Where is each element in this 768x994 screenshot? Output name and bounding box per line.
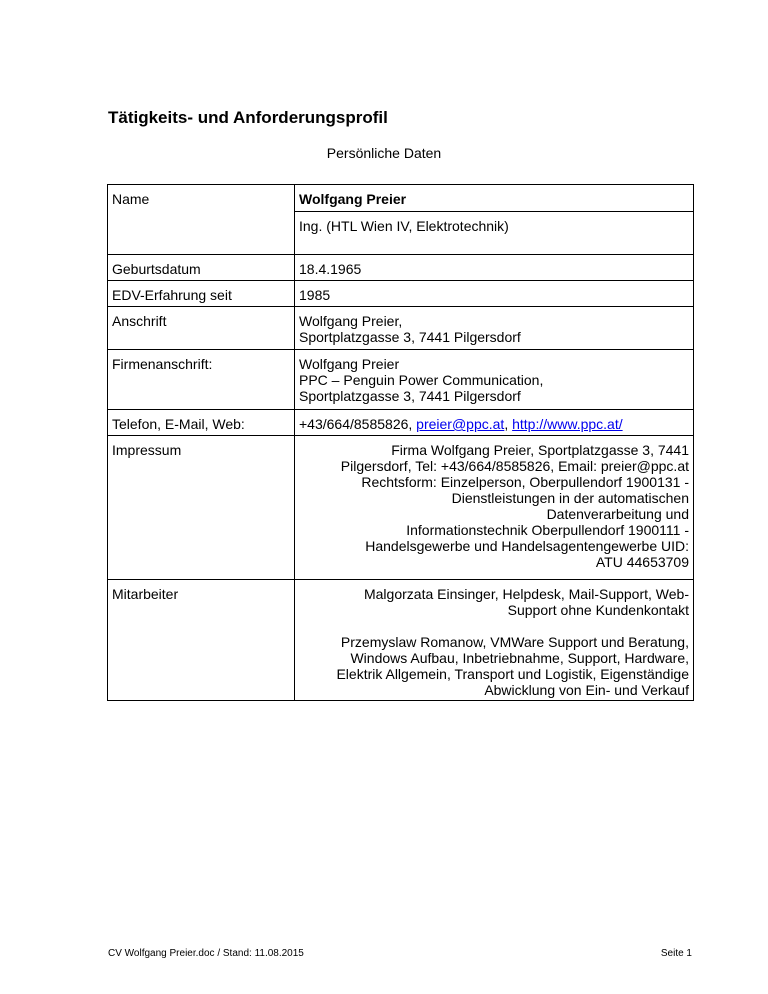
contact-label: Telefon, E-Mail, Web: [108, 410, 295, 436]
birth-label: Geburtsdatum [108, 255, 295, 281]
address-line: Sportplatzgasse 3, 7441 Pilgersdorf [299, 329, 521, 345]
staff-line: Malgorzata Einsinger, Helpdesk, Mail-Support, Web- [363, 586, 689, 602]
contact-phone: +43/664/8585826, [299, 416, 413, 432]
table-row-name [108, 185, 694, 212]
table-row-address [108, 307, 694, 350]
table-row-contact [108, 410, 694, 436]
staff-line: Elektrik Allgemein, Transport und Logistik, Eigenständige [336, 666, 689, 682]
page-title: Tätigkeits- und Anforderungsprofil [108, 108, 388, 127]
footer-page-number: Seite 1 [660, 948, 692, 959]
company-line: Wolfgang Preier [299, 356, 400, 372]
impressum-line: ATU 44653709 [595, 554, 689, 570]
personal-data-table [107, 184, 694, 701]
table-row-birth [108, 255, 694, 281]
staff-line: Windows Aufbau, Inbetriebnahme, Support, Hardware, [350, 650, 689, 666]
company-line: PPC – Penguin Power Communication, [299, 372, 544, 388]
address-value [295, 307, 694, 350]
company-line: Sportplatzgasse 3, 7441 Pilgersdorf [299, 388, 521, 404]
company-label: Firmenanschrift: [108, 350, 295, 410]
birth-value: 18.4.1965 [295, 255, 694, 281]
impressum-line: Datenverarbeitung und [546, 506, 689, 522]
edv-value: 1985 [295, 281, 694, 307]
staff-value [295, 580, 694, 701]
staff-line: Przemyslaw Romanow, VMWare Support und Beratung, [340, 634, 689, 650]
impressum-label: Impressum [108, 436, 295, 580]
address-label: Anschrift [108, 307, 295, 350]
impressum-line: Dienstleistungen in der automatischen [451, 490, 689, 506]
name-value: Wolfgang Preier [295, 185, 694, 212]
email-link[interactable]: preier@ppc.at [416, 416, 505, 432]
staff-spacer [299, 618, 689, 634]
impressum-line: Informationstechnik Oberpullendorf 1900111 - [406, 522, 689, 538]
edv-label: EDV-Erfahrung seit [108, 281, 295, 307]
table-row-impressum [108, 436, 694, 580]
degree-value: Ing. (HTL Wien IV, Elektrotechnik) [295, 212, 694, 255]
staff-label: Mitarbeiter [108, 580, 295, 701]
website-link[interactable]: http://www.ppc.at/ [512, 416, 623, 432]
table-row-company [108, 350, 694, 410]
staff-line: Abwicklung von Ein- und Verkauf [484, 682, 689, 698]
table-row-edv [108, 281, 694, 307]
impressum-line: Pilgersdorf, Tel: +43/664/8585826, Email: preier@ppc.at [340, 458, 689, 474]
page-subtitle: Persönliche Daten [326, 145, 442, 161]
impressum-line: Rechtsform: Einzelperson, Oberpullendorf 1900131 - [361, 474, 689, 490]
table-row-staff [108, 580, 694, 701]
footer-document-info: CV Wolfgang Preier.doc / Stand: 11.08.2015 [108, 948, 304, 959]
name-label: Name [108, 185, 295, 255]
impressum-value [295, 436, 694, 580]
impressum-line: Firma Wolfgang Preier, Sportplatzgasse 3, 7441 [391, 442, 689, 458]
impressum-line: Handelsgewerbe und Handelsagentengewerbe UID: [365, 538, 689, 554]
company-value [295, 350, 694, 410]
contact-separator: , [504, 416, 509, 432]
staff-line: Support ohne Kundenkontakt [507, 602, 689, 618]
contact-value [295, 410, 694, 436]
address-line: Wolfgang Preier, [299, 313, 403, 329]
